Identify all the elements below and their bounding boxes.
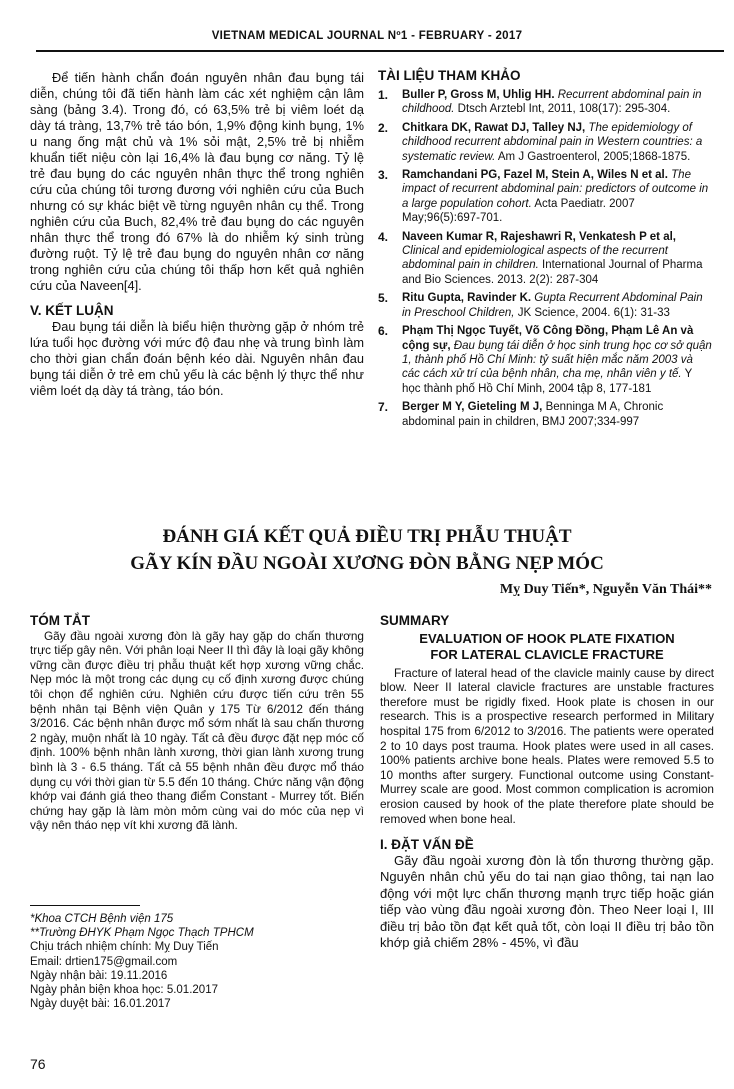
intro-heading: I. ĐẶT VẤN ĐỀ — [380, 837, 474, 853]
reference-authors: Berger M Y, Gieteling M J, — [402, 401, 543, 414]
journal-header: VIETNAM MEDICAL JOURNAL Nº1 - FEBRUARY - 2017 — [211, 30, 523, 42]
footnote-rule — [30, 905, 140, 906]
footnotes — [30, 912, 254, 1011]
reference-source: Y học thành phố Hồ Chí Minh, 2004 tập 8, 177-181 — [402, 368, 693, 395]
footnote-reviewed: Ngày phản biện khoa học: 5.01.2017 — [30, 984, 218, 997]
footnote-email: Email: drtien175@gmail.com — [30, 955, 178, 968]
summary-body: Fracture of lateral head of the clavicle mainly cause by direct blow. Neer II lateral clavicle fractures are unstable fractures therefore must be rigidly fixed. Hook plate is chosen in our research. This is a prospective research performed in Military hospital 175 from 6/2012 to 3/2016. The patients were operated 2 to 10 days post trauma. Hook plates were used in all cases. 100% patients archive bone heals. Plates were removed 5.5 to 10 months after surgery. Functional outcome using Constant- Murrey scale are good. Most common complication is acromion erosion caused by hook of the plate therefore plate should be removed when bone heal. — [380, 665, 714, 826]
reference-title: Clinical and epidemiological aspects of the recurrent abdominal pain in children. — [402, 245, 668, 272]
reference-source: Acta Paediatr. 2007 May;96(5):697-701. — [402, 197, 635, 225]
reference-title: Đau bụng tái diễn ở học sinh trung học cơ sở quận 1, thành phố Hồ Chí Minh: tỷ suất hiện mắc năm 2003 và các cách xử trí của bệnh nhân, cha mẹ, nhân viên y tế. — [402, 339, 712, 381]
abstract-vi-column — [30, 614, 364, 833]
reference-item — [378, 400, 712, 429]
footnote-affiliation-2: **Trường ĐHYK Phạm Ngọc Thạch TPHCM — [30, 927, 254, 940]
summary-title-line1: EVALUATION OF HOOK PLATE FIXATION — [419, 630, 675, 646]
reference-authors: Phạm Thị Ngọc Tuyết, Võ Công Đồng, Phạm Lê An và cộng sự, — [402, 325, 694, 352]
reference-text — [402, 88, 712, 117]
summary-en-column — [380, 614, 714, 952]
intro-body: Gãy đầu ngoài xương đòn là tổn thương thường gặp. Nguyên nhân chủ yếu do tai nạn giao thông, tai nạn lao động với một lực chấn thương mạnh trực tiếp hoặc gián tiếp vào vùng đầu ngoài xương đòn. Theo Neer loại I, III điều trị bảo tồn đạt kết quả tốt, còn loại II điều trị bảo tồn khớp giả chiếm 28% - 45%, vì đầu — [380, 852, 714, 951]
reference-number: 1. — [378, 88, 389, 102]
reference-item — [378, 230, 712, 288]
reference-authors: Ramchandani PG, Fazel M, Stein A, Wiles N et al. — [402, 169, 668, 182]
abstract-vi-heading: TÓM TẮT — [30, 613, 90, 628]
reference-number: 2. — [378, 120, 389, 135]
reference-text — [402, 168, 712, 226]
reference-source: Am J Gastroenterol, 2005;1868-1875. — [495, 150, 691, 163]
reference-source: International Journal of Pharma and Bio Sciences. 2013. 2(2): 287-304 — [402, 259, 703, 286]
abstract-vi-body: Gãy đầu ngoài xương đòn là gãy hay gặp do chấn thương trực tiếp gây nên. Với phân loại Neer II thì đây là loại gãy không vững cần được điều trị phẫu thuật kết hợp xương vững chắc. Nẹp móc là một trong các dụng cụ cố định xương được chúng tôi chọn để nghiên cứu. Nghiên cứu được tiến cứu trên 55 bệnh nhân tại Bệnh viện Quân y 175 Từ 6/2012 đến tháng 3/2016. Các bệnh nhân được mổ sớm nhất là sau chấn thương 2 ngày, muộn nhất là 10 ngày. Tất cả đều được đặt nẹp móc cố định. 100% bệnh nhân lành xương, thời gian lành xương trung bình là 3 - 6.5 tháng. Tất cả 55 bệnh nhân đều được mổ tháo dụng cụ với thời gian từ 5.5 đến 10 tháng. Chức năng vận động khớp vai đánh giá theo thang điểm Constant - Murrey tốt. Biến chứng hay gặp là làm mòn mỏm cùng vai do móc của nẹp vì vậy nên tháo nẹp vít khi xương đã lành. — [30, 628, 364, 833]
page-number: 76 — [30, 1056, 46, 1072]
reference-text — [402, 121, 712, 164]
left-top-column — [30, 70, 364, 399]
summary-title-line2: FOR LATERAL CLAVICLE FRACTURE — [430, 646, 664, 662]
footnote-received: Ngày nhận bài: 19.11.2016 — [30, 969, 168, 982]
conclusion-heading: V. KẾT LUẬN — [30, 303, 114, 318]
conclusion-paragraph: Đau bụng tái diễn là biểu hiện thường gặp ở nhóm trẻ lứa tuổi học đường với mức độ đau nhẹ và trung bình làm cho thời gian chẩn đoán bệnh kéo dài. Nguyên nhân đau bụng tái diễn ở trẻ em chủ yếu là các bệnh lý thực thể như viêm loét dạ dày tá tràng, táo bón. — [30, 319, 364, 398]
reference-text — [402, 400, 712, 429]
reference-authors: Naveen Kumar R, Rajeshawri R, Venkatesh P et al, — [402, 230, 676, 243]
reference-item — [378, 88, 712, 117]
reference-number: 7. — [378, 400, 389, 415]
discussion-paragraph: Để tiến hành chẩn đoán nguyên nhân đau bụng tái diễn, chúng tôi đã tiến hành làm các xét nghiệm cận lâm sàng (bảng 3.4). Trong đó, có 63,5% trẻ bị viêm loét dạ dày tá tràng, 13,7% trẻ táo bón, 1,9% động kinh bụng, 1% u nang ống mật chủ và 1% sỏi mật, 2,5% trẻ bị nhiễm khuẩn tiết niệu còn lại 16,4% là đau bụng cơ năng. Tỷ lệ trẻ đau bụng do các nguyên nhân thực thể trong nghiên cứu của chúng tôi tương đương với nghiên cứu của Buch nhưng có sự khác biệt về từng nguyên nhân cụ thể. Trong nghiên cứu của Buch, 82,4% trẻ đau bụng do các nguyên nhân thực thể trong đó 67% là do nhiễm ký sinh trùng đường ruột. Tỷ lệ trẻ đau bụng do nguyên nhân cơ năng trong nghiên cứu của chúng tôi thấp hơn kết quả nghiên cứu của Naveen[4]. — [30, 70, 364, 293]
reference-source: JK Science, 2004. 6(1): 31-33 — [514, 306, 670, 319]
summary-heading: SUMMARY — [380, 613, 450, 628]
footnote-accepted: Ngày duyệt bài: 16.01.2017 — [30, 998, 171, 1011]
reference-authors: Ritu Gupta, Ravinder K. — [402, 292, 532, 305]
reference-number: 6. — [378, 324, 389, 339]
reference-title: Gupta Recurrent Abdominal Pain in Preschool Children, — [402, 292, 703, 319]
article-title-line2: GÃY KÍN ĐẦU NGOÀI XƯƠNG ĐÒN BẰNG NẸP MÓC — [130, 553, 604, 574]
reference-item — [378, 324, 712, 396]
reference-text — [402, 324, 712, 396]
reference-title: Recurrent abdominal pain in childhood. — [402, 89, 702, 116]
reference-source: Dtsch Arztebl Int, 2011, 108(17): 295-304. — [454, 103, 671, 116]
reference-text — [402, 230, 712, 288]
footnote-corresponding: Chịu trách nhiệm chính: Mỵ Duy Tiến — [30, 941, 219, 954]
reference-item — [378, 168, 712, 226]
footnote-affiliation-1: *Khoa CTCH Bệnh viện 175 — [30, 913, 174, 925]
reference-authors: Buller P, Gross M, Uhlig HH. — [402, 89, 555, 101]
reference-number: 3. — [378, 168, 389, 183]
reference-title: The impact of recurrent abdominal pain: predictors of outcome in a large population cohort. — [402, 169, 709, 210]
article-authors: Mỵ Duy Tiến*, Nguyễn Văn Thái** — [499, 582, 712, 597]
article-title-line1: ĐÁNH GIÁ KẾT QUẢ ĐIỀU TRỊ PHẪU THUẬT — [162, 526, 572, 547]
reference-item — [378, 121, 712, 164]
reference-number: 5. — [378, 291, 389, 306]
reference-source: Benninga M A, Chronic abdominal pain in children, BMJ 2007;334-997 — [402, 401, 664, 428]
references-list — [378, 88, 712, 429]
reference-authors: Chitkara DK, Rawat DJ, Talley NJ, — [402, 121, 586, 134]
reference-item — [378, 291, 712, 320]
reference-text — [402, 291, 712, 320]
references-heading: TÀI LIỆU THAM KHẢO — [378, 68, 521, 83]
reference-number: 4. — [378, 229, 389, 244]
header-rule — [36, 50, 724, 52]
reference-title: The epidemiology of childhood recurrent abdominal pain in Western countries: a systematic review. — [402, 121, 703, 163]
references-column — [378, 68, 712, 433]
